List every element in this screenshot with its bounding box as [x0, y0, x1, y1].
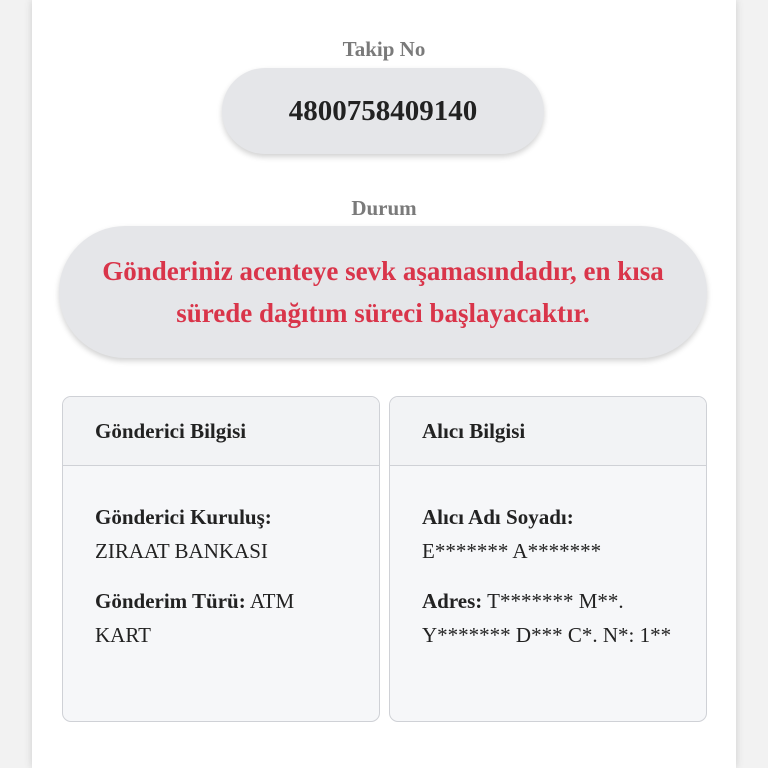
- recipient-address-value: T******* M**. Y******* D*** C*. N*: 1**: [422, 589, 672, 647]
- tracking-number: 4800758409140: [288, 94, 478, 127]
- recipient-address-field: [422, 584, 674, 652]
- status-pill: [59, 226, 707, 358]
- sender-org-field: [95, 500, 347, 568]
- status-text: Gönderiniz acenteye sevk aşamasındadır, en kısa sürede dağıtım süreci başlayacaktır.: [102, 256, 664, 328]
- recipient-name-value: E******* A*******: [422, 539, 602, 563]
- sender-org-value: ZIRAAT BANKASI: [95, 539, 268, 563]
- tracking-page: [32, 0, 736, 768]
- sender-info-body: [63, 466, 379, 652]
- recipient-name-field: [422, 500, 674, 568]
- sender-info-card: [62, 396, 380, 722]
- tracking-number-pill: [222, 68, 544, 154]
- sender-org-label: Gönderici Kuruluş:: [95, 505, 272, 529]
- recipient-info-card: [389, 396, 707, 722]
- recipient-address-label: Adres:: [422, 589, 483, 613]
- shipment-type-label: Gönderim Türü:: [95, 589, 246, 613]
- recipient-info-header: Alıcı Bilgisi: [390, 397, 706, 466]
- shipment-type-value: ATM KART: [95, 589, 295, 647]
- shipment-type-field: [95, 584, 347, 652]
- tracking-label: Takip No: [342, 37, 426, 61]
- recipient-name-label: Alıcı Adı Soyadı:: [422, 505, 574, 529]
- recipient-info-body: [390, 466, 706, 652]
- status-label: Durum: [351, 196, 417, 220]
- sender-info-header: Gönderici Bilgisi: [63, 397, 379, 466]
